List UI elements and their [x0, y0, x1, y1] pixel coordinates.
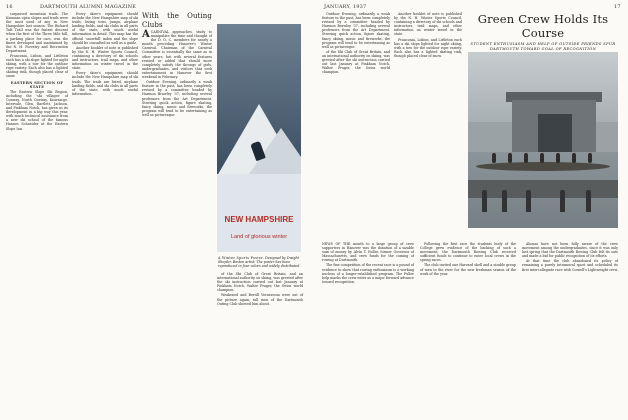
paragraph: The Eastern Slope Ski Region, including the 'ski villages' of Conway, North Conway, Kearsarge, Intervale, Glen, Bartlett, Jackson, and Pinkham Notch, has given us its development in a big way this year, with much technical assistance from a new ski school of the famous Hannes Schneider at the Eastern Slope Inn.	[6, 89, 68, 131]
page-number-left: 16	[6, 4, 13, 10]
paragraph: of the Ski Club of Great Britain, and an international authority on skiing, was greeted after the ski instruction carried out last January at Pinkham Notch, Walter Prager, the Swiss world champion.	[217, 272, 303, 293]
right-page	[314, 0, 628, 420]
outing-column-1	[142, 12, 212, 118]
paragraph: Franconia, Lisbon, and Littleton each has a ski slope lighted for night skiing, with a tow for the outdoor rope variety. Each also has a lighted skating rink, though placed clear of snow.	[394, 37, 462, 58]
winter-sports-poster	[217, 24, 301, 252]
paragraph: Outdoor Evening, ordinarily a weak feature in the past, has been completely revised by a committee headed by Harmon Brawley '37, including several professors from the Art Department. Steering quick action, figure skating, fancy skiing, music and fireworks, the program will tend to be entertaining as well as picturesque.	[322, 12, 390, 49]
paragraph: Alumni have not been fully aware of the crew movement among the undergraduates, since it was only last spring that the Dartmouth Rowing Club felt its oats and made a bid for public recognition of its efforts.	[522, 242, 618, 259]
paragraph: Outdoor Evening, ordinarily a weak feature in the past, has been completely revised by a committee headed by Harmon Brawley '37, including several professors from the Art Department. Steering quick action, figure skating, fancy skiing, music and fireworks, the program will tend to be entertaining as well as picturesque.	[142, 80, 212, 117]
crew-boathouse-photo	[468, 52, 618, 228]
running-head-right: JANUARY, 1937	[324, 4, 367, 10]
paragraph: Following the first race the students body of the College grew evidence of the backing of such a movement; the Dartmouth Rowing Club received sufficient funds to continue to enter local crews in the spring races.	[420, 242, 516, 263]
drop-cap: A	[142, 29, 150, 40]
poster-caption: A Winter Sports Poster. Designed by Dwight Shepler, Boston artist. The poster has been reproduced in four colors and widely distributed.	[218, 256, 301, 268]
right-column-1	[322, 12, 390, 75]
crew-column-2	[420, 242, 516, 277]
paragraph: NEWS OF THE month to a large group of crew supporters in Hanover was the donation of a sizable sum of money by Alvin T. Fuller, former Governor of Massachusetts, and crew funds for the coming of rowing at Dartmouth.	[322, 242, 414, 263]
paragraph: of the Ski Club of Great Britain, and an international authority on skiing, was greeted after the ski instruction carried out last January at Pinkham Notch, Walter Prager, the Swiss world champion.	[322, 49, 390, 75]
caption-body: Designed by Dwight Shepler, Boston artist. The poster has been reproduced in four colors and widely distributed.	[218, 256, 301, 268]
paragraph: The club invited one Harvard shell and a sizable group of men to the river for the new freshman season of the work of the year.	[420, 263, 516, 276]
section-subhead: EASTERN SECTION OF STATE	[10, 80, 64, 89]
paragraph: Franconia, Lisbon, and Littleton each has a ski slope lighted for night skiing, with a tow for the outdoor rope variety. Each also has a lighted skating rink, though placed clear of snow.	[6, 53, 68, 79]
caption-lead: A Winter Sports Poster	[218, 256, 264, 260]
crew-column-1	[322, 242, 414, 285]
paragraph: CARNIVAL approaches, study to manipulate the time and thought of the D. O. C. members for nearly a month preceding Hanover's Winter Carnival. Chairman of the Carnival Committee is essentially the same as in other years, but with several features revised or added that should more completely satisfy the throngs of girls, undergraduates, and visitors that seek entertainment in Hanover the first weekend in February.	[142, 30, 212, 80]
paragraph: Every skier's equipment should include the New Hampshire map of ski trails, listing tows, jumps, airplane landing fields, and ski clubs in all parts of the state, with much useful information in detail. This map has the official 'snowfall' index and the slope should be consulted as well as a guide.	[72, 12, 138, 45]
running-head-left: DARTMOUTH ALUMNI MAGAZINE	[40, 4, 137, 10]
paragraph: Every skier's equipment should include the New Hampshire map of ski trails. The trails are listed, airplane landing fields, and ski clubs in all parts of the state, with much useful information.	[72, 71, 138, 96]
article-column-1	[6, 12, 68, 132]
paragraph: surpassed mountain trails. The Kinsman open slopes and trails were the most used of any in New Hampshire last season. The Richard Taft Trail was the fastest descent when the first of the Three Mile hill, a parking place for cars, was the finest developed and maintained by the N. H. Forestry and Recreation Department.	[6, 12, 68, 53]
paragraph: At that time the club abandoned its policy of remaining a purely intramural sport and scheduled its first intercollegiate race with Cornell's Lightweight crew.	[522, 259, 618, 272]
paragraph: The fine competition of the recent race is a pound of evidence to show that rowing enthusiasm is a working nucleus of a longer-established program. The Fuller help marks the crew enter as a major forward advance toward recognition.	[322, 263, 414, 284]
crew-column-3	[522, 242, 618, 273]
outing-column-2	[217, 272, 303, 307]
page-number-right: 17	[614, 4, 621, 10]
outing-headline: With the Outing Clubs	[142, 12, 212, 29]
poster-title: NEW HAMPSHIRE	[224, 215, 294, 224]
right-column-2	[394, 12, 462, 59]
paragraph: Another booklet of note is published by the N. H. Winter Sports Council, containing a directory of ski schools and instructors, trail maps, and other information on winter travel in the state.	[72, 45, 138, 71]
paragraph: Another booklet of note is published by the N. H. Winter Sports Council, containing a directory of ski schools and instructors, trail maps, and other information on winter travel in the state.	[394, 12, 462, 37]
rowing-shell	[476, 162, 610, 171]
article-deck: STUDENT ENTHUSIASM AND HELP OF OUTSIDE FRIENDS SPUR DARTMOUTH TOWARD GOAL OF RECOGNITION	[470, 42, 616, 51]
article-headline: Green Crew Holds Its Course	[477, 12, 609, 40]
paragraph: Weakened and Bertill Vernersson were out of the picture again; tall men of the Dartmouth Outing Club showed him about.	[217, 293, 303, 306]
article-column-2	[72, 12, 138, 97]
poster-subtitle: Land of glorious winter	[230, 234, 288, 240]
